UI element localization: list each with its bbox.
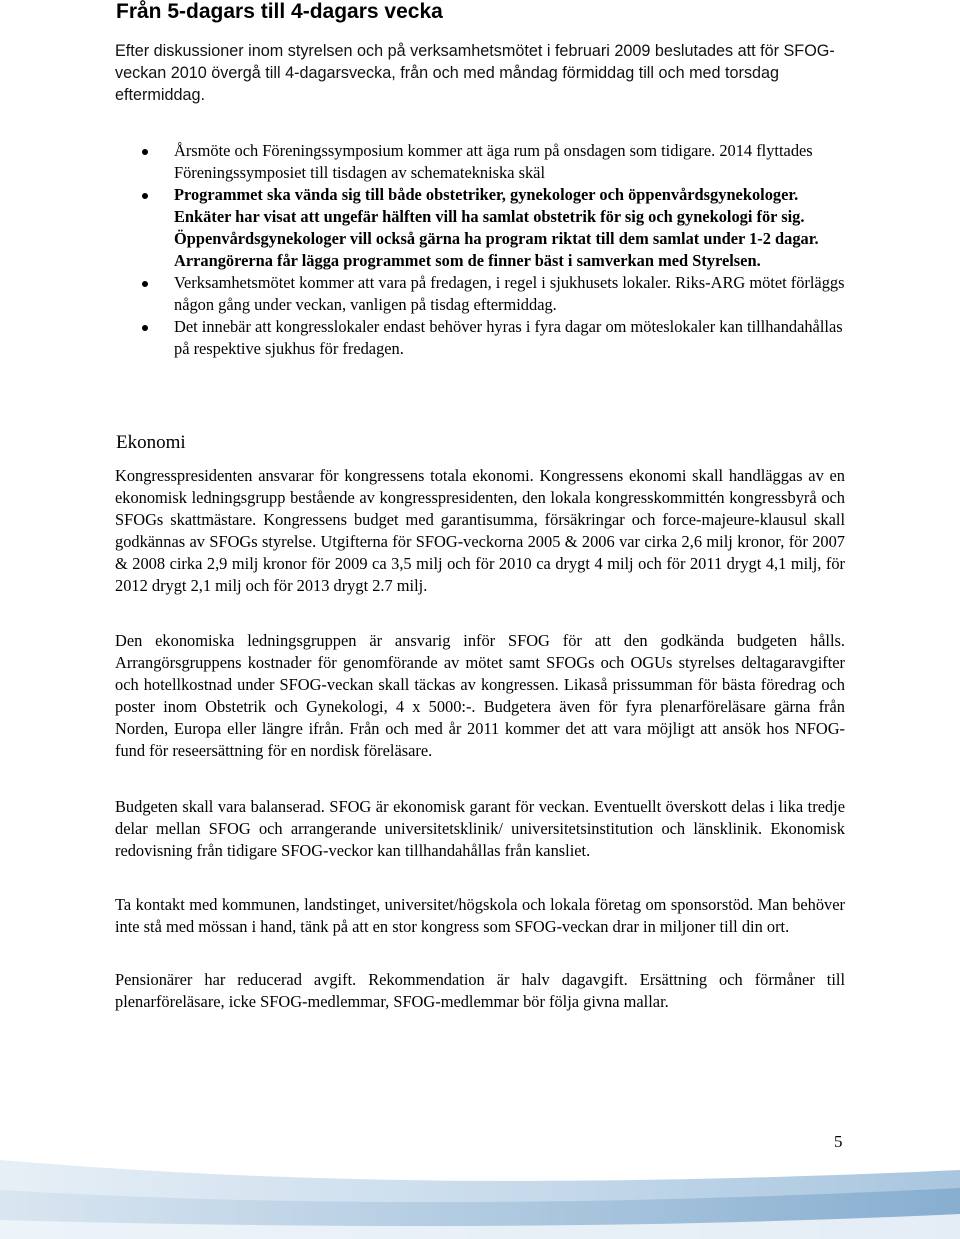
section-heading: Från 5-dagars till 4-dagars vecka: [116, 0, 443, 23]
intro-paragraph: Efter diskussioner inom styrelsen och på verksamhetsmötet i februari 2009 beslutades att för SFOG-veckan 2010 övergå till 4-dagarsvecka, från och med måndag förmiddag till och med torsdag eftermiddag.: [115, 42, 835, 104]
bullet-item: [0, 272, 854, 316]
ekonomi-heading: Ekonomi: [116, 432, 186, 453]
bullet-dot-icon: [142, 193, 148, 199]
bullet-list: [0, 140, 960, 360]
ekonomi-paragraph-3: Budgeten skall vara balanserad. SFOG är ekonomisk garant för veckan. Eventuellt överskott delas i lika tredje delar mellan SFOG och arrangerande universitetsklinik/ universitetsinstitution och länsklinik. Ekonomisk redovisning från tidigare SFOG-veckor kan tillhandahållas från kansliet.: [115, 797, 845, 860]
bullet-item: [0, 184, 854, 272]
bullet-dot-icon: [142, 149, 148, 155]
bullet-dot-icon: [142, 325, 148, 331]
bullet-item: [0, 140, 854, 184]
ekonomi-paragraph-5: Pensionärer har reducerad avgift. Rekommendation är halv dagavgift. Ersättning och förmåner till plenarföreläsare, icke SFOG-medlemmar, SFOG-medlemmar bör följa givna mallar.: [115, 970, 845, 1011]
page-number: 5: [834, 1132, 843, 1151]
bullet-text-bold: Programmet ska vända sig till både obstetriker, gynekologer och öppenvårdsgynekologer. Enkäter har visat att ungefär hälften vill ha samlat obstetrik för sig och gynekologi för sig. Öppenvårdsgynekologer vill också gärna ha program riktat till dem samlat under 1-2 dagar. Arrangörerna får lägga programmet som de finner bäst i samverkan med Styrelsen.: [174, 185, 819, 270]
footer-wave-decoration: [0, 1150, 960, 1239]
ekonomi-paragraph-1: Kongresspresidenten ansvarar för kongressens totala ekonomi. Kongressens ekonomi skall handläggas av en ekonomisk ledningsgrupp bestående av kongresspresidenten, den lokala kongresskommittén kongressbyrå och SFOGs skattmästare. Kongressens budget med garantisumma, försäkringar och force-majeure-klausul skall godkännas av SFOGs styrelse. Utgifterna för SFOG-veckorna 2005 & 2006 var cirka 2,6 milj kronor, för 2007 & 2008 cirka 2,9 milj kronor för 2009 ca 3,5 milj och för 2010 ca drygt 4 milj och för 2011 drygt 4,1 milj, för 2012 drygt 2,1 milj och för 2013 drygt 2.7 milj.: [115, 466, 845, 595]
ekonomi-paragraph-4: Ta kontakt med kommunen, landstinget, universitet/högskola och lokala företag om sponsorstöd. Man behöver inte stå med mössan i hand, tänk på att en stor kongress som SFOG-veckan drar in miljoner till din ort.: [115, 895, 845, 936]
bullet-text: Årsmöte och Föreningssymposium kommer att äga rum på onsdagen som tidigare. 2014 flyttades Föreningssymposiet till tisdagen av schematekniska skäl: [174, 141, 813, 182]
ekonomi-paragraph-2: Den ekonomiska ledningsgruppen är ansvarig inför SFOG för att den godkända budgeten hålls. Arrangörsgruppens kostnader för genomförande av mötet samt SFOGs och OGUs styrelses deltagaravgifter och hotellkostnad under SFOG-veckan skall täckas av kongressen. Likaså prissumman för bästa föredrag och poster inom Obstetrik och Gynekologi, 4 x 5000:-. Budgetera även för fyra plenarföreläsare gärna från Norden, Europa eller längre ifrån. Från och med år 2011 kommer det att vara möjligt att ansök hos NFOG-fund för reseersättning för en nordisk föreläsare.: [115, 631, 845, 760]
bullet-text: Det innebär att kongresslokaler endast behöver hyras i fyra dagar om möteslokaler kan tillhandahållas på respektive sjukhus för fredagen.: [174, 317, 843, 358]
bullet-item: [0, 316, 854, 360]
bullet-dot-icon: [142, 281, 148, 287]
bullet-text: Verksamhetsmötet kommer att vara på fredagen, i regel i sjukhusets lokaler. Riks-ARG mötet förläggs någon gång under veckan, vanligen på tisdag eftermiddag.: [174, 273, 845, 314]
